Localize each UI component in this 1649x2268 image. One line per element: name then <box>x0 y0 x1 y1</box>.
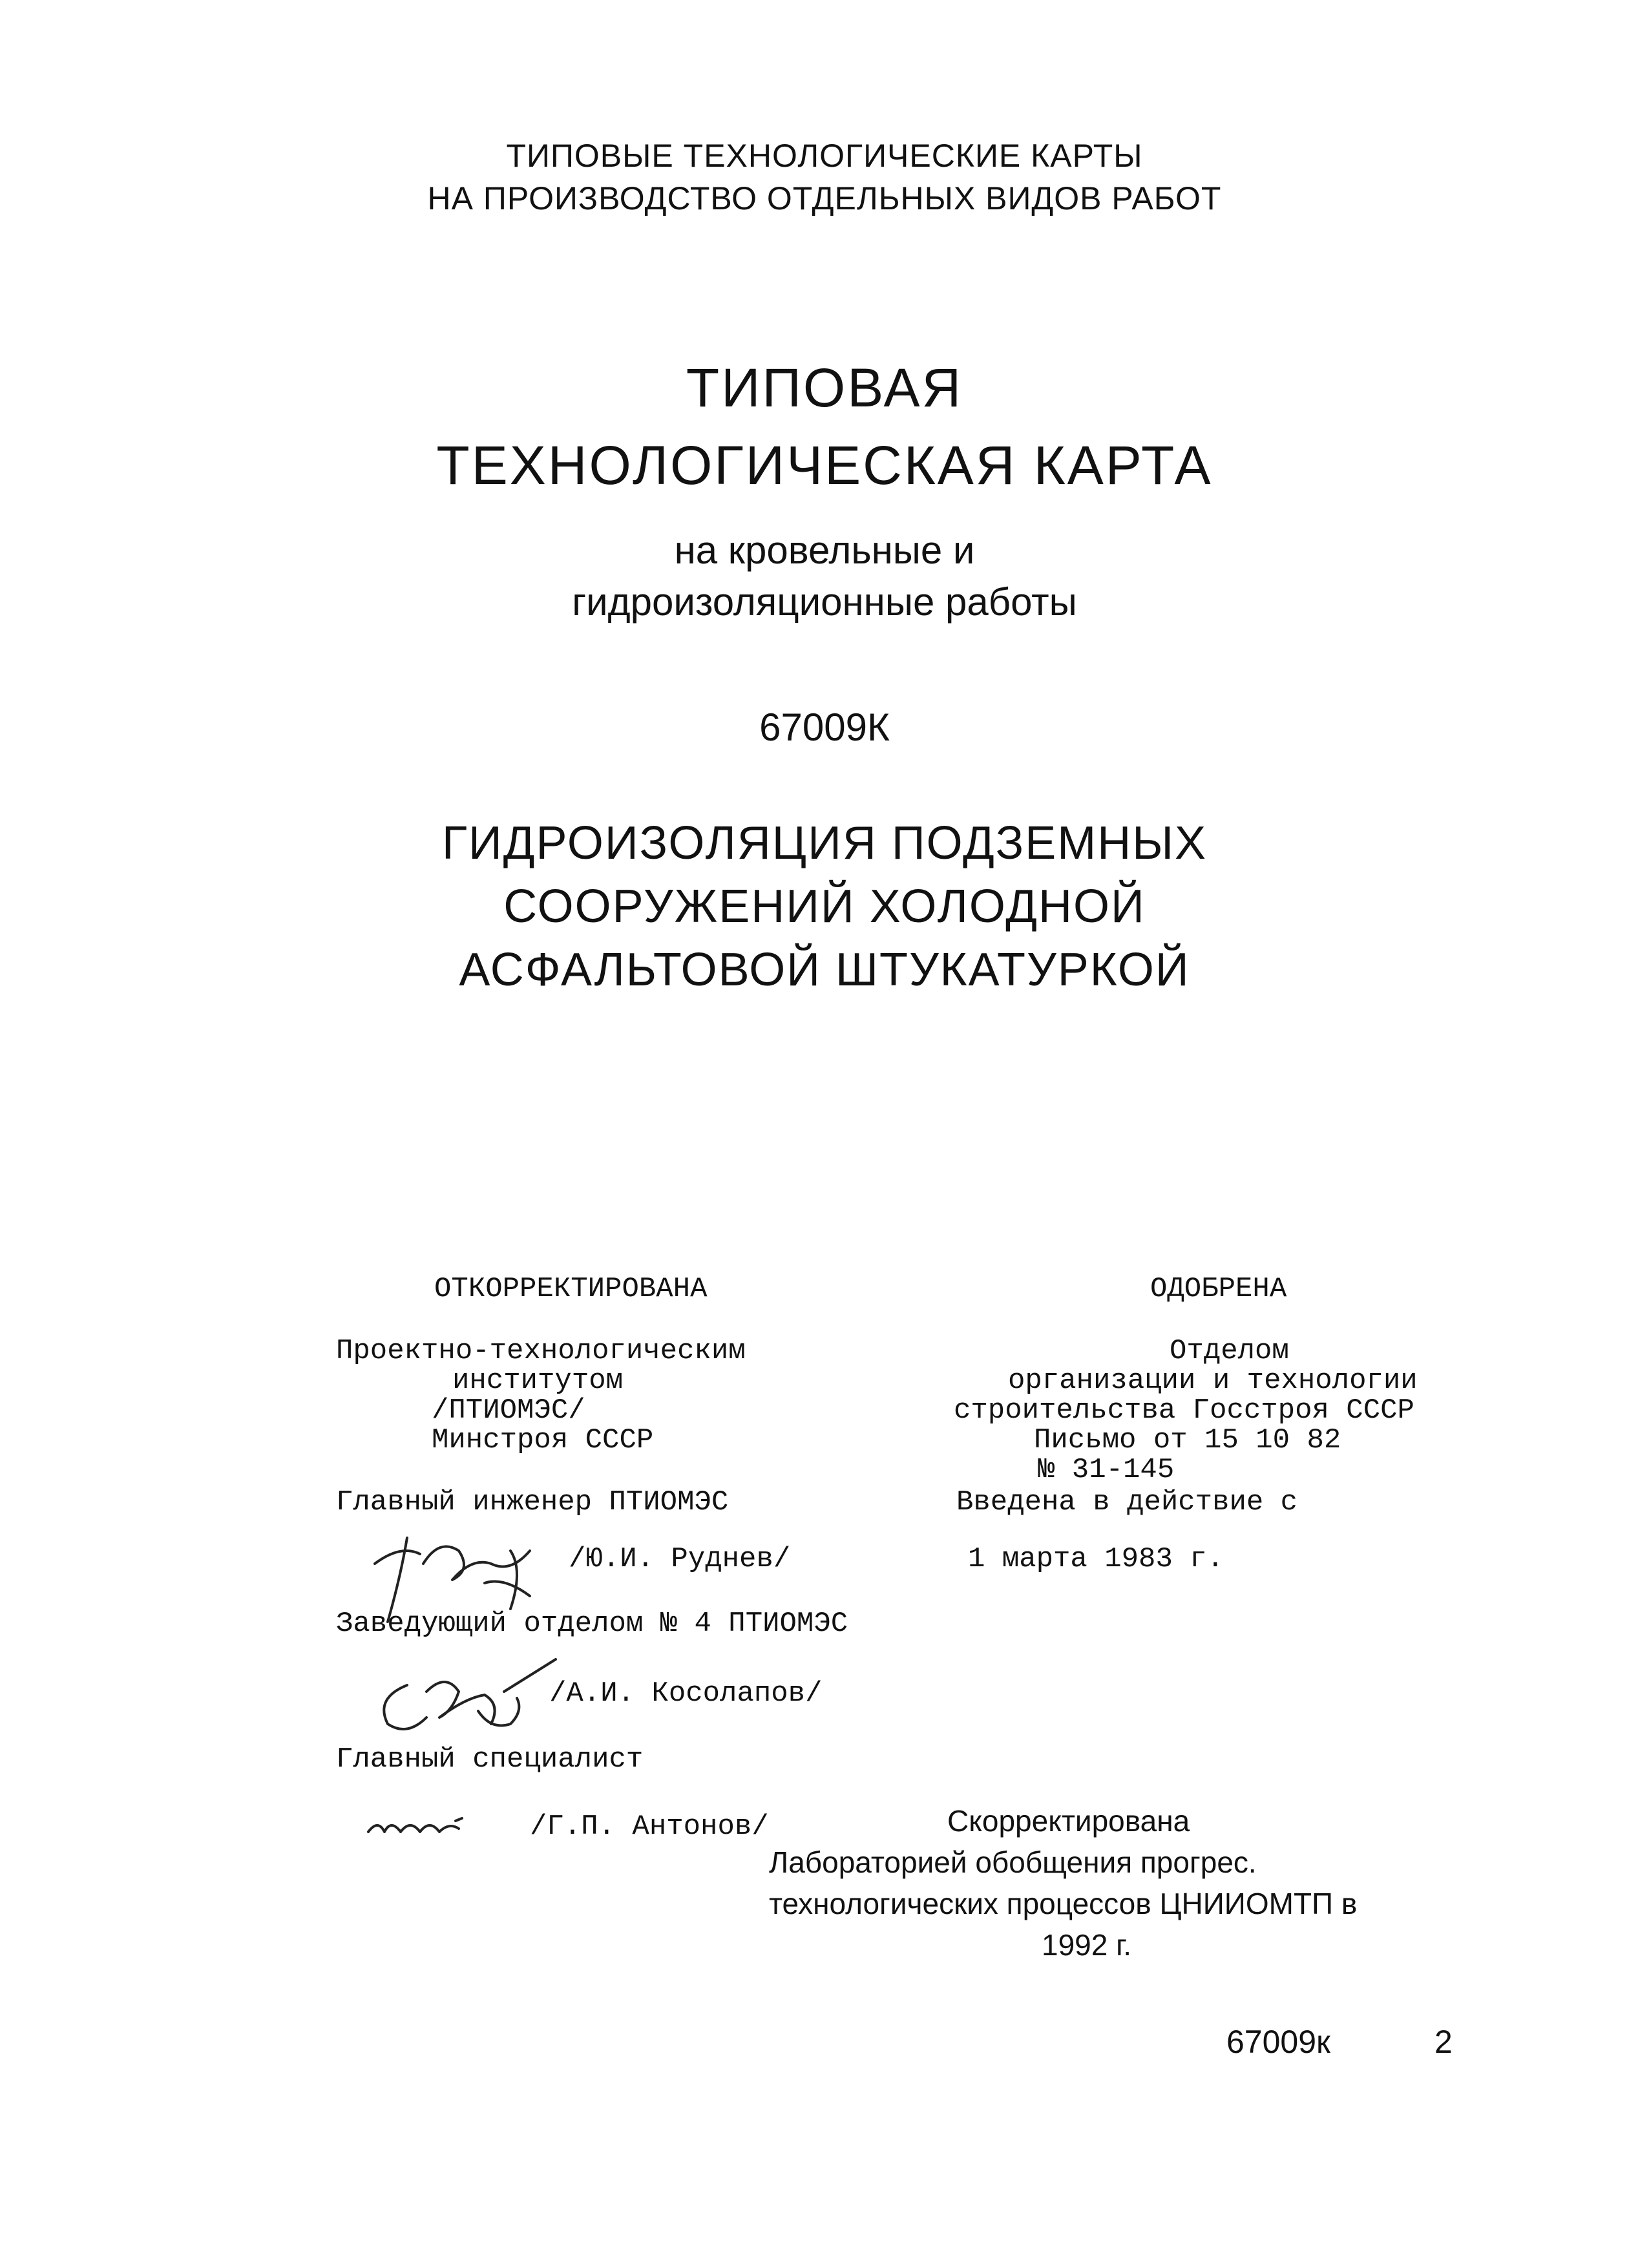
corrected-org-line-2: институтом <box>452 1365 624 1397</box>
corrected-org-line-1: Проектно-технологическим <box>336 1335 746 1367</box>
document-title <box>0 349 1649 504</box>
dept-head-role: Заведующий отделом № 4 ПТИОМЭС <box>336 1608 848 1640</box>
chief-specialist-name: /Г.П. Антонов/ <box>530 1811 769 1843</box>
approved-line-4: Письмо от 15 10 82 <box>1034 1424 1341 1456</box>
document-topic-line-2: СООРУЖЕНИЙ ХОЛОДНОЙ <box>503 881 1146 932</box>
work-subject-line-1: на кровельные и <box>674 529 975 572</box>
recorrected-line-1: Лабораторией обобщения прогрес. <box>769 1845 1257 1879</box>
series-title <box>0 134 1649 220</box>
approved-line-2: организации и технологии <box>1008 1365 1418 1397</box>
chief-engineer-name: /Ю.И. Руднев/ <box>569 1543 791 1575</box>
work-subject-line-2: гидроизоляционные работы <box>572 580 1077 624</box>
document-title-line-1: ТИПОВАЯ <box>686 357 963 418</box>
document-topic-line-1: ГИДРОИЗОЛЯЦИЯ ПОДЗЕМНЫХ <box>441 817 1207 869</box>
recorrected-line-3: 1992 г. <box>1042 1928 1132 1962</box>
chief-specialist-role: Главный специалист <box>336 1743 644 1776</box>
corrected-org-line-4: Минстроя СССР <box>432 1424 654 1456</box>
chief-engineer-role: Главный инженер ПТИОМЭС <box>336 1486 729 1518</box>
recorrected-heading: Скорректирована <box>947 1804 1190 1838</box>
approved-line-3: строительства Госстроя СССР <box>954 1394 1414 1427</box>
chief-specialist-signature <box>362 1809 478 1848</box>
document-title-line-2: ТЕХНОЛОГИЧЕСКАЯ КАРТА <box>436 435 1213 496</box>
document-topic-line-3: АСФАЛЬТОВОЙ ШТУКАТУРКОЙ <box>459 944 1190 996</box>
effective-label: Введена в действие с <box>956 1486 1298 1518</box>
recorrected-line-2: технологических процессов ЦНИИОМТП в <box>769 1887 1358 1920</box>
corrected-org-line-3: /ПТИОМЭС/ <box>432 1394 585 1427</box>
dept-head-signature <box>362 1646 569 1756</box>
dept-head-name: /А.И. Косолапов/ <box>549 1677 823 1710</box>
series-line-1: ТИПОВЫЕ ТЕХНОЛОГИЧЕСКИЕ КАРТЫ <box>506 138 1143 174</box>
approved-line-5: № 31-145 <box>1038 1454 1175 1486</box>
document-code: 67009К <box>759 706 890 749</box>
page-number: 2 <box>1434 2024 1453 2060</box>
footer-document-code: 67009к <box>1226 2024 1330 2060</box>
work-subject <box>0 525 1649 628</box>
approved-line-1: Отделом <box>1170 1335 1289 1367</box>
corrected-heading: ОТКОРРЕКТИРОВАНА <box>434 1273 708 1305</box>
series-line-2: НА ПРОИЗВОДСТВО ОТДЕЛЬНЫХ ВИДОВ РАБОТ <box>427 180 1222 216</box>
document-topic <box>0 812 1649 1002</box>
effective-date: 1 марта 1983 г. <box>968 1543 1224 1575</box>
approved-heading: ОДОБРЕНА <box>1150 1273 1287 1305</box>
